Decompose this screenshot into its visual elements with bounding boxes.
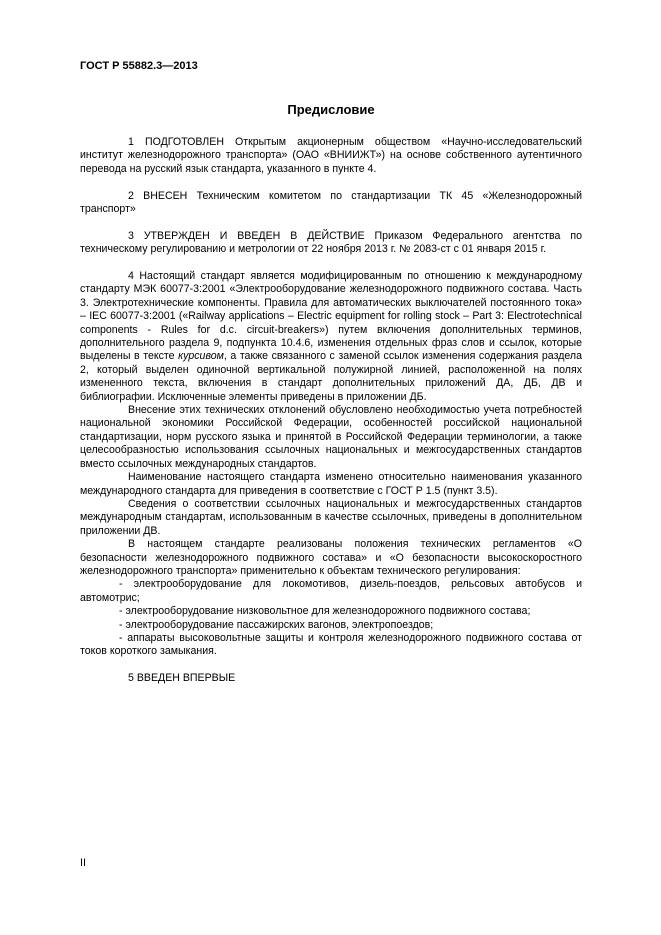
page-title: Предисловие (287, 102, 375, 117)
page-number: II (80, 857, 87, 869)
title-change-paragraph: Наименование настоящего стандарта изменено относительно наименования указанного международного стандарта для приведения в соответствие с ГОСТ Р 1.5 (пункт 3.5). (80, 471, 582, 497)
regulations-paragraph: В настоящем стандарте реализованы положения технических регламентов «О безопасности железнодорожного подвижного состава» и «О безопасности высокоскоростного железнодорожного транспорта» применительно к объектам технического регулирования: (80, 538, 582, 577)
deviations-paragraph: Внесение этих технических отклонений обусловлено необходимостью учета потребностей национальной экономики Российской Федерации, особенностей российской национальной стандартизации, норм русского языка и принятой в Российской Федерации терминологии, а также целесообразностью использования ссылочных национальных и межгосударственных стандартов вместо ссылочных международных стандартов. (80, 404, 582, 470)
document-id: ГОСТ Р 55882.3—2013 (80, 60, 198, 72)
italic-word: курсивом (178, 350, 224, 363)
section-1-paragraph: 1 ПОДГОТОВЛЕН Открытым акционерным обществом «Научно-исследовательский институт железнодорожного транспорта» (ОАО «ВНИИЖТ») на основе собственного аутентичного перевода на русский язык стандарта, указанного в пункте 4. (80, 136, 582, 175)
section-4-text-end: , а также связанного с заменой ссылок изменения содержания раздела 2, который выделен одиночной вертикальной полужирной линией, расположенной на полях измененного текста, включения в стандарт дополнительных приложений ДА, ДБ, ДВ и библиографии. Исключенные элементы приведены в приложении ДБ. (80, 350, 582, 403)
list-item: - аппараты высоковольтные защиты и контроля железнодорожного подвижного состава от токов короткого замыкания. (80, 631, 582, 658)
list-item: - электрооборудование низковольтное для железнодорожного подвижного состава; (119, 605, 531, 618)
list-item: - электрооборудование для локомотивов, дизель-поездов, рельсовых автобусов и автомотрис; (80, 578, 582, 604)
references-paragraph: Сведения о соответствии ссылочных национальных и межгосударственных стандартов международным стандартам, использованным в качестве ссылочных, приведены в дополнительном приложении ДВ. (80, 497, 582, 537)
list-item: - электрооборудование пассажирских вагонов, электропоездов; (119, 618, 434, 631)
section-4-text-start: 4 Настоящий стандарт является модифицированным по отношению к международному стандарту МЭК 60077-3:2001 «Электрооборудование железнодорожного подвижного состава. Часть 3. Электротехнические компоненты. Правила для автоматических выключателей постоянного тока» – IEC 60077-3:2001 («Railway applications – Electric equipment for rolling stock – Part 3: Electrotechnical components - Rules for d.c. circuit-breakers») путем включения дополнительных терминов, дополнительного раздела 9, подпункта 10.4.6, изменения отдельных фраз слов и ссылок, которые выделены в тексте (80, 270, 582, 363)
section-2-paragraph: 2 ВНЕСЕН Техническим комитетом по стандартизации ТК 45 «Железнодорожный транспорт» (80, 189, 582, 216)
section-4-paragraph (80, 270, 582, 404)
section-5-paragraph: 5 ВВЕДЕН ВПЕРВЫЕ (128, 672, 236, 685)
section-3-paragraph: 3 УТВЕРЖДЕН И ВВЕДЕН В ДЕЙСТВИЕ Приказом Федерального агентства по техническому регулированию и метрологии от 22 ноября 2013 г. № 2083-ст с 01 января 2015 г. (80, 229, 582, 256)
foreword-body (80, 136, 582, 686)
